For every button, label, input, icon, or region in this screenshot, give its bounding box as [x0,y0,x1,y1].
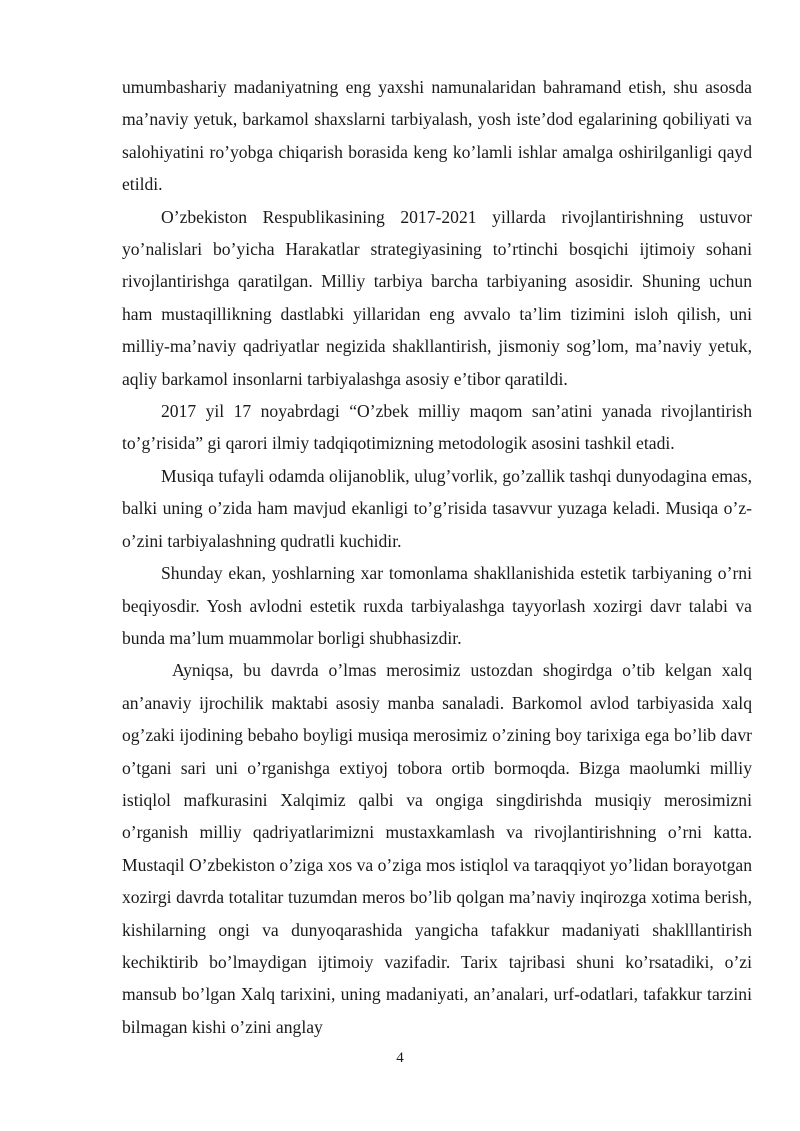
paragraph-3: 2017 yil 17 noyabrdagi “O’zbek milliy maqom san’atini yanada rivojlantirish to’g’risida” gi qarori ilmiy tadqiqotimizning metodologik asosini tashkil etadi. [122,401,752,454]
paragraph-2: O’zbekiston Respublikasining 2017-2021 yillarda rivojlantirishning ustuvor yo’nalislari bo’yicha Harakatlar strategiyasining to’rtinchi bosqichi ijtimoiy sohani rivojlantirishga qaratilgan. Milliy tarbiya barcha tarbiyaning asosidir. Shuning uchun ham mustaqillikning dastlabki yillaridan eng avvalo ta’lim tizimini isloh qilish, uni milliy-ma’naviy qadriyatlar negizida shakllantirish, jismoniy sog’lom, ma’naviy yetuk, aqliy barkamol insonlarni tarbiyalashga asosiy e’tibor qaratildi. [122,206,752,389]
paragraph-1: umumbashariy madaniyatning eng yaxshi namunalaridan bahramand etish, shu asosda ma’naviy yetuk, barkamol shaxslarni tarbiyalash, yosh iste’dod egalarining qobiliyati va salohiyatini ro’yobga chiqarish borasida keng ko’lamli ishlar amalga oshirilganligi qayd etildi. [122,77,752,195]
paragraph-4: Musiqa tufayli odamda olijanoblik, ulug’vorlik, go’zallik tashqi dunyodagina emas, balki uning o’zida ham mavjud ekanligi to’g’risida tasavvur yuzaga keladi. Musiqa o’z-o’zini tarbiyalashning qudratli kuchidir. [122,465,752,551]
page-number: 4 [396,1050,404,1066]
paragraph-6: Ayniqsa, bu davrda o’lmas merosimiz ustozdan shogirdga o’tib kelgan xalq an’anaviy ijrochilik maktabi asosiy manba sanaladi. Barkomol avlod tarbiyasida xalq og’zaki ijodining bebaho boyligi musiqa merosimiz o’zining boy tarixiga ega bo’lib davr o’tgani sari uni o’rganishga extiyoj tobora ortib bormoqda. Bizga maolumki milliy istiqlol mafkurasini Xalqimiz qalbi va ongiga singdirishda musiqiy merosimizni o’rganish milliy qadriyatlarimizni mustaxkamlash va rivojlantirishning o’rni katta. Mustaqil O’zbekiston o’ziga xos va o’ziga mos istiqlol va taraqqiyot yo’lidan borayotgan xozirgi davrda totalitar tuzumdan meros bo’lib qolgan ma’naviy inqirozga xotima berish, kishilarning ongi va dunyoqarashida yangicha tafakkur madaniyati shaklllantirish kechiktirib bo’lmaydigan ijtimoiy vazifadir. Tarix tajribasi shuni ko’rsatadiki, o’zi mansub bo’lgan Xalq tarixini, uning madaniyati, an’analari, urf-odatlari, tafakkur tarzini bilmagan kishi o’zini anglay [122,660,752,1037]
paragraph-5: Shunday ekan, yoshlarning xar tomonlama shakllanishida estetik tarbiyaning o’rni beqiyosdir. Yosh avlodni estetik ruxda tarbiyalashga tayyorlash xozirgi davr talabi va bunda ma’lum muammolar borligi shubhasizdir. [122,563,752,648]
document-body [122,71,752,1043]
